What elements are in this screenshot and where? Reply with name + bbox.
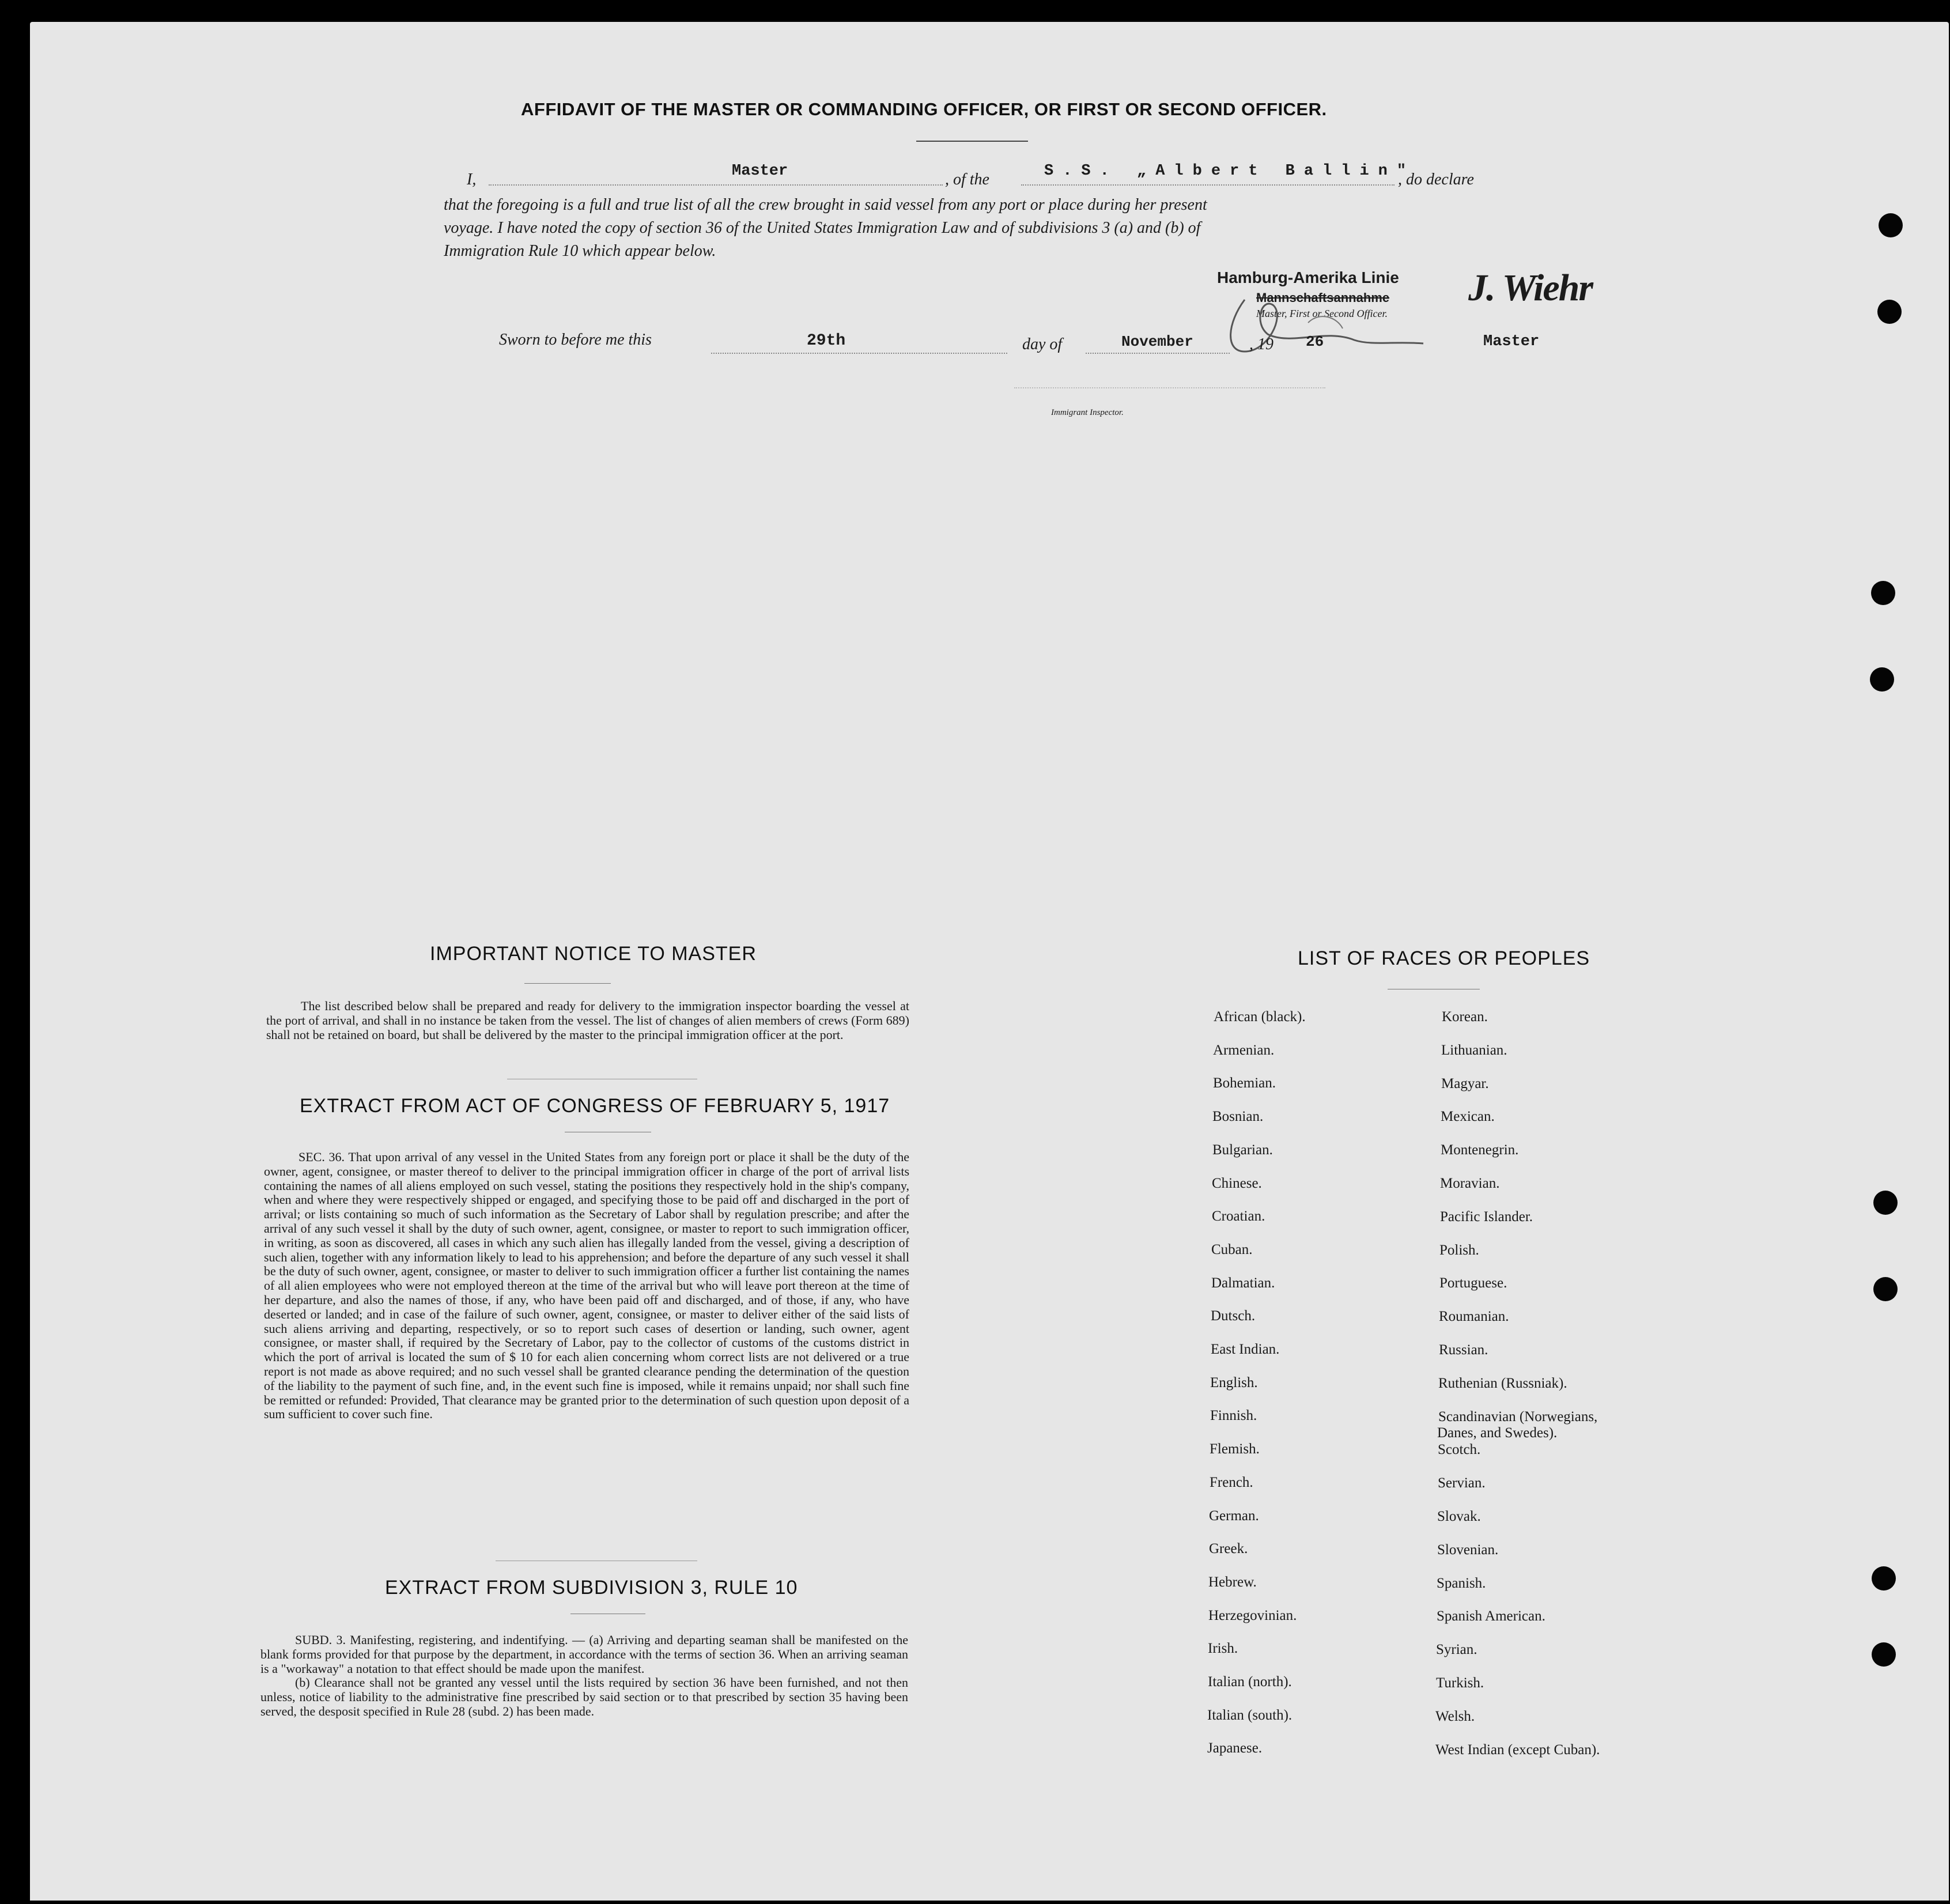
day-of-label: day of bbox=[1022, 335, 1063, 353]
race-item: Turkish. bbox=[1436, 1675, 1484, 1691]
race-item: Flemish. bbox=[1210, 1441, 1260, 1457]
affidavit-title: AFFIDAVIT OF THE MASTER OR COMMANDING OFFICER, OR FIRST OR SECOND OFFICER. bbox=[521, 99, 1327, 119]
races-heading: LIST OF RACES OR PEOPLES bbox=[1298, 947, 1590, 969]
race-item: Bohemian. bbox=[1213, 1075, 1276, 1091]
race-item: German. bbox=[1209, 1508, 1259, 1524]
race-item: Herzegovinian. bbox=[1208, 1607, 1297, 1623]
race-item: Welsh. bbox=[1435, 1708, 1475, 1724]
binder-hole bbox=[1873, 1277, 1898, 1301]
binder-hole bbox=[1872, 1642, 1896, 1667]
subdivision-b-paragraph: (b) Clearance shall not be granted any vessel until the lists required by section 36 have been furnished, and not then unless, notice of liability to the administrative fine prescribed by said section or to that prescribed by section 35 having been served, the desposit specified in Rule 28 (subd. 2) has been made. bbox=[260, 1675, 908, 1718]
filled-year: 26 bbox=[1306, 333, 1324, 350]
race-item-continuation: Danes, and Swedes). bbox=[1437, 1425, 1558, 1441]
race-item: Pacific Islander. bbox=[1440, 1208, 1533, 1225]
notice-paragraph: The list described below shall be prepared and ready for delivery to the immigration inspector boarding the vessel at the port of arrival, and shall in no instance be taken from the vessel. The list of changes of alien members of crews (Form 689) shall not be retained on board, but shall be delivered by the master to the principal immigration officer at the port. bbox=[266, 999, 909, 1042]
rank-line bbox=[489, 184, 943, 186]
filled-title: Master bbox=[1483, 333, 1540, 350]
race-item: Russian. bbox=[1439, 1342, 1488, 1358]
do-declare-label: , do declare bbox=[1398, 171, 1474, 188]
filled-rank: Master bbox=[732, 163, 788, 180]
binder-hole bbox=[1870, 667, 1894, 692]
race-item: Spanish. bbox=[1437, 1575, 1486, 1591]
race-item: Armenian. bbox=[1213, 1042, 1275, 1058]
race-item: Bosnian. bbox=[1212, 1109, 1264, 1125]
binder-hole bbox=[1877, 300, 1902, 324]
race-item: African (black). bbox=[1214, 1009, 1306, 1025]
binder-hole bbox=[1872, 1566, 1896, 1591]
race-item: Syrian. bbox=[1436, 1642, 1477, 1658]
race-item: Japanese. bbox=[1207, 1740, 1263, 1756]
race-item: Dalmatian. bbox=[1211, 1275, 1275, 1291]
race-item: Irish. bbox=[1208, 1641, 1238, 1657]
race-item: Bulgarian. bbox=[1212, 1142, 1273, 1158]
stamp-department: Mannschaftsannahme bbox=[1256, 290, 1390, 305]
race-item: Polish. bbox=[1439, 1242, 1479, 1258]
affidavit-line-3: voyage. I have noted the copy of section 36 of the United States Immigration Law and of subdivisions 3 (a) and (b) of bbox=[444, 219, 1201, 237]
inspector-caption: Immigrant Inspector. bbox=[1051, 408, 1124, 417]
vessel-line bbox=[1021, 184, 1395, 186]
document-page bbox=[30, 22, 1949, 1901]
race-item: Greek. bbox=[1209, 1541, 1248, 1557]
race-item: Finnish. bbox=[1210, 1408, 1257, 1424]
affidavit-line-4: Immigration Rule 10 which appear below. bbox=[444, 242, 716, 260]
rule-heading: EXTRACT FROM SUBDIVISION 3, RULE 10 bbox=[385, 1577, 798, 1599]
stamp-company: Hamburg-Amerika Linie bbox=[1217, 269, 1399, 286]
race-item: Croatian. bbox=[1212, 1208, 1265, 1225]
act-text bbox=[264, 1150, 909, 1422]
race-item: East Indian. bbox=[1211, 1342, 1280, 1357]
notice-text bbox=[266, 999, 909, 1042]
filled-vessel: S.S. „Albert Ballin" bbox=[1044, 163, 1416, 180]
race-item: English. bbox=[1210, 1374, 1258, 1391]
race-item: Servian. bbox=[1438, 1475, 1486, 1491]
race-item: Spanish American. bbox=[1437, 1608, 1545, 1625]
filled-month: November bbox=[1121, 333, 1193, 350]
race-item: Italian (south). bbox=[1207, 1707, 1293, 1723]
sworn-label: Sworn to before me this bbox=[499, 331, 652, 349]
affidavit-i: I, bbox=[467, 171, 477, 188]
race-item: Dutsch. bbox=[1211, 1308, 1256, 1324]
race-item: Mexican. bbox=[1441, 1109, 1495, 1125]
subdivision-a-paragraph: SUBD. 3. Manifesting, registering, and indentifying. — (a) Arriving and departing seaman shall be manifested on the blank forms provided for that purpose by the department, in accordance with the terms of section 36. When an arriving seaman is a "workaway" a notation to that effect should be made upon the manifest. bbox=[260, 1633, 908, 1676]
race-item: Scotch. bbox=[1438, 1442, 1481, 1458]
section-36-paragraph: SEC. 36. That upon arrival of any vessel in the United States from any foreign port or place it shall be the duty of the owner, agent, consignee, or master thereof to deliver to the principal immigration officer in charge of the port of arrival lists containing the names of all aliens employed on such vessel, stating the positions they respectively hold in the ship's company, when and where they were respectively shipped or engaged, and specifying those to be paid off and discharged in the port of arrival; or lists containing so much of such information as the Secretary of Labor shall by regulation prescribe; and after the arrival of any such vessel it shall by the duty of such owner, agent, consignee, or master to report to such immigration officer, in writing, as soon as discovered, all cases in which any such alien has illegally landed from the vessel, giving a description of such alien, together with any information likely to lead to his apprehension; and before the departure of any such vessel it shall be the duty of such owner, agent, consignee, or master to deliver to such immigration officer a further list containing the names of all alien employees who were not employed thereon at the time of the arrival but who will leave port thereon at the time of her departure, and also the names of those, if any, who have been paid off and discharged, and of those, if any, who have deserted or landed; and in case of the failure of such owner, agent, consignee, or master to deliver either of the said lists of such aliens arriving and departing, respectively, or so to report such cases of desertion or landing, such owner, agent consignee, or master shall, if required by the Secretary of Labor, pay to the collector of customs of the customs district in which the port of arrival is located the sum of $ 10 for each alien concerning whom correct lists are not delivered or a true report is not made as above required; and no such vessel shall be granted clearance pending the determination of the question of the liability to the payment of such fine, and, in the event such fine is imposed, while it remains unpaid; nor shall such fine be remitted or refunded: Provided, That clearance may be granted prior to the determination of such question upon deposit of a sum sufficient to cover such fine. bbox=[264, 1150, 909, 1422]
race-item: Slovak. bbox=[1437, 1509, 1481, 1524]
of-the-label: , of the bbox=[945, 171, 989, 188]
notice-heading: IMPORTANT NOTICE TO MASTER bbox=[430, 943, 757, 965]
race-item: Magyar. bbox=[1441, 1075, 1489, 1091]
race-item: Korean. bbox=[1442, 1009, 1488, 1025]
affidavit-line-2: that the foregoing is a full and true list of all the crew brought in said vessel from any port or place during her present bbox=[444, 196, 1207, 214]
notice-rule bbox=[524, 983, 611, 984]
filled-day: 29th bbox=[807, 332, 846, 350]
rule-text bbox=[260, 1633, 908, 1719]
race-item: West Indian (except Cuban). bbox=[1435, 1741, 1600, 1758]
race-item: Lithuanian. bbox=[1441, 1042, 1507, 1058]
race-item: Cuban. bbox=[1211, 1241, 1253, 1257]
race-item: Montenegrin. bbox=[1441, 1142, 1519, 1158]
master-signature: J. Wiehr bbox=[1468, 267, 1593, 309]
day-line bbox=[711, 353, 1007, 354]
race-item: Roumanian. bbox=[1439, 1309, 1509, 1325]
race-item: Hebrew. bbox=[1208, 1574, 1257, 1590]
month-line bbox=[1086, 353, 1230, 354]
inspector-line bbox=[1014, 387, 1325, 388]
binder-hole bbox=[1879, 213, 1903, 237]
race-item: Scandinavian (Norwegians, bbox=[1438, 1408, 1598, 1425]
year-label: , 19 bbox=[1249, 335, 1273, 353]
act-heading: EXTRACT FROM ACT OF CONGRESS OF FEBRUARY 5, 1917 bbox=[300, 1095, 890, 1117]
race-item: Portuguese. bbox=[1439, 1275, 1507, 1291]
title-rule bbox=[916, 141, 1028, 142]
signature-caption: Master, First or Second Officer. bbox=[1256, 308, 1388, 319]
race-item: French. bbox=[1210, 1474, 1253, 1490]
binder-hole bbox=[1873, 1191, 1898, 1215]
race-item: Ruthenian (Russniak). bbox=[1438, 1375, 1567, 1391]
binder-hole bbox=[1871, 581, 1895, 605]
race-item: Moravian. bbox=[1440, 1176, 1500, 1191]
race-item: Slovenian. bbox=[1437, 1542, 1499, 1558]
race-item: Italian (north). bbox=[1208, 1674, 1292, 1690]
race-item: Chinese. bbox=[1212, 1175, 1262, 1191]
